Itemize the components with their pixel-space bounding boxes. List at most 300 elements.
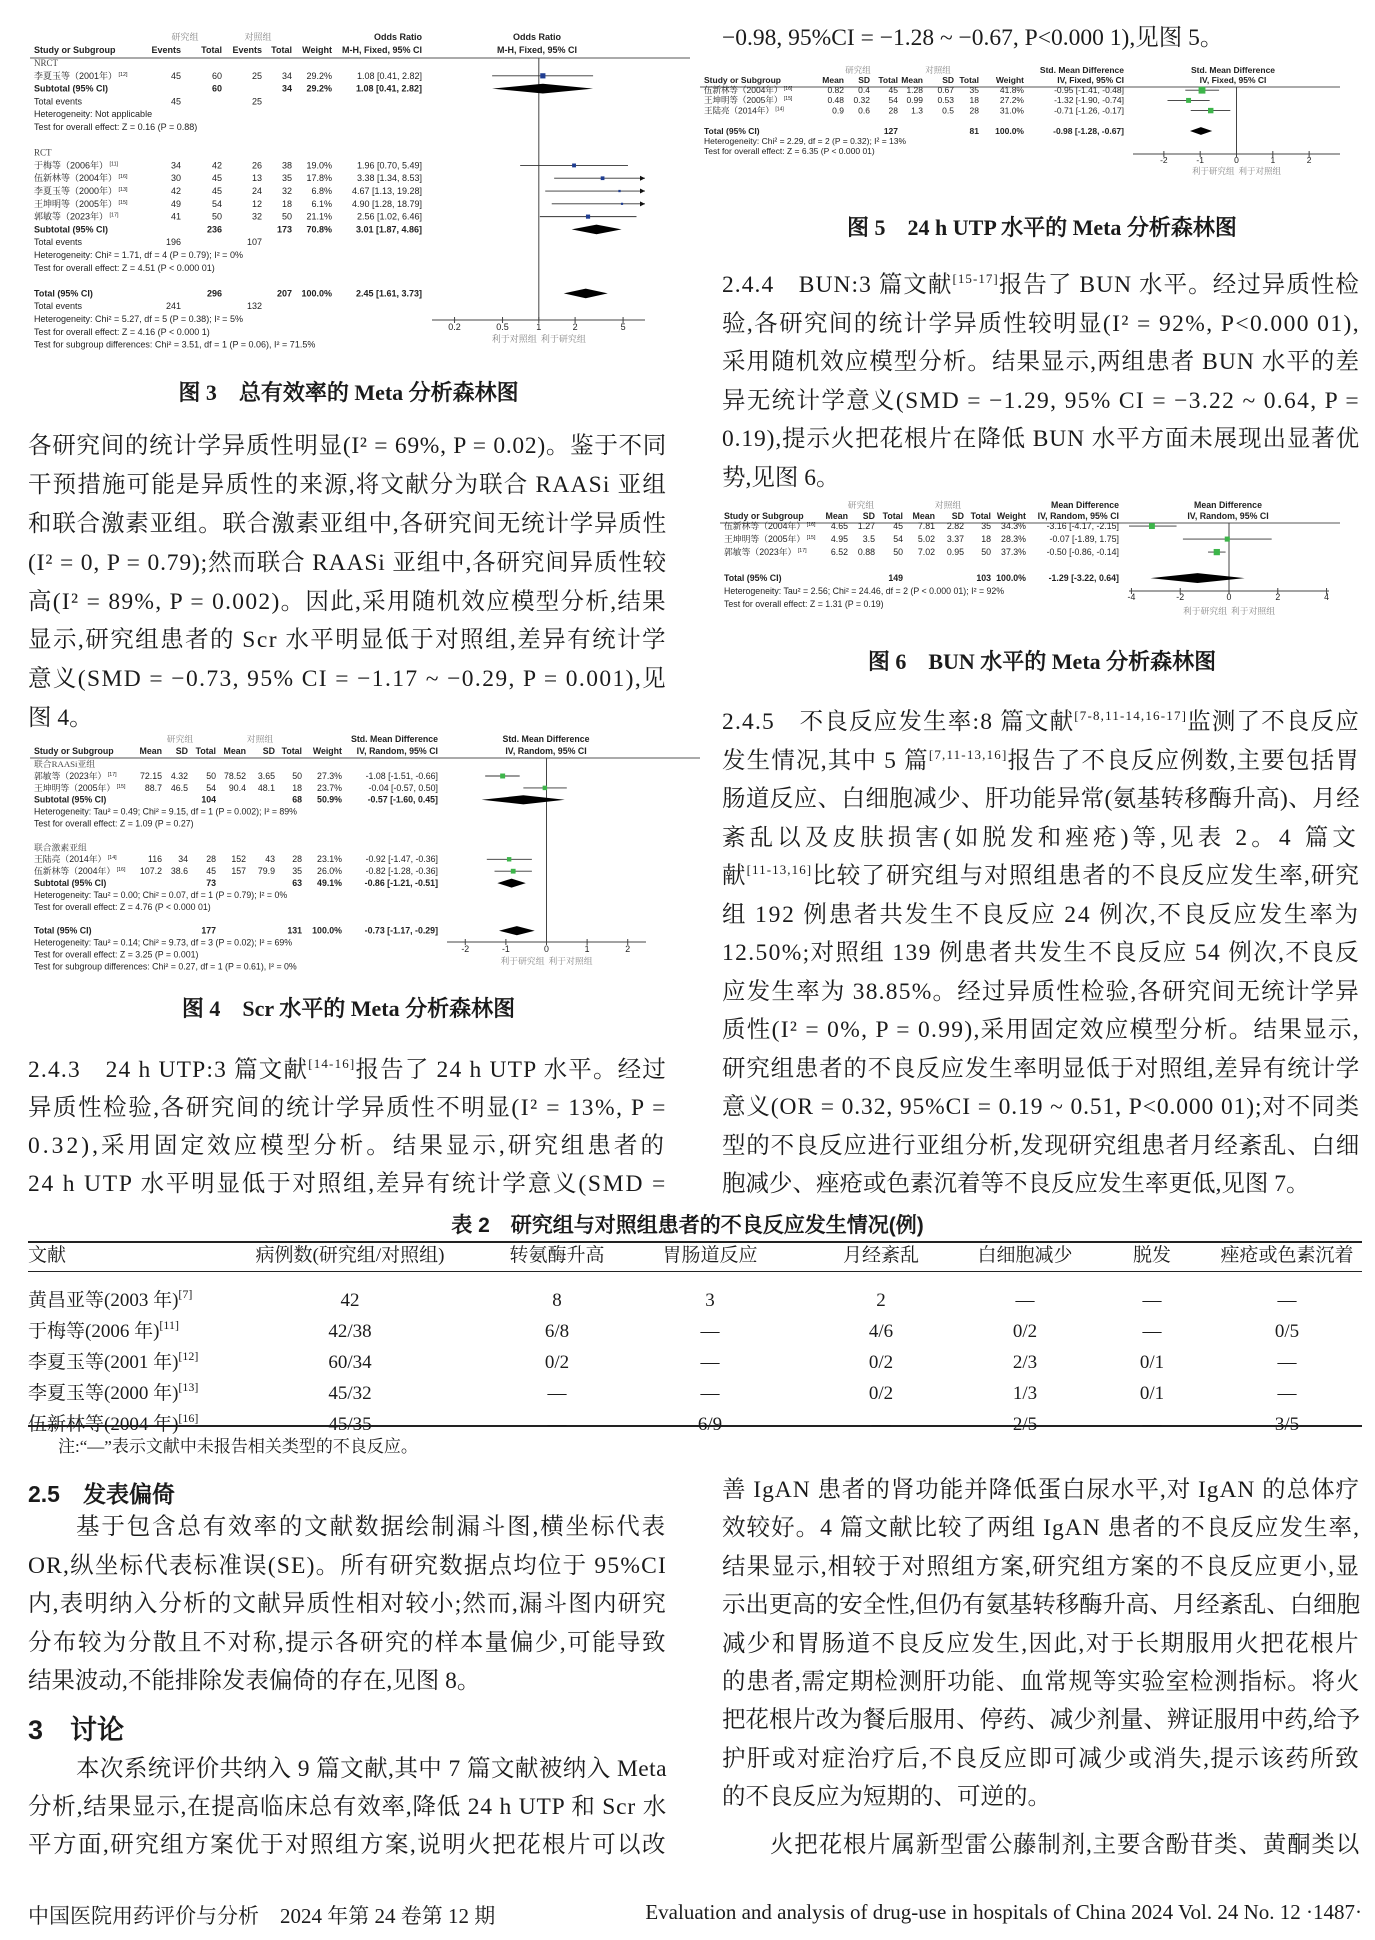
- text-line: 把花根片改为餐后服用、停药、减少剂量、辨证服用中药,给予: [722, 1707, 1360, 1734]
- row-label: Heterogeneity: Tau² = 0.49; Chi² = 9.15, df = 1 (P = 0.002); I² = 89%: [34, 806, 298, 817]
- text-line: 分布较为分散且不对称,提示各研究的样本量偏少,可能导致: [28, 1629, 667, 1656]
- favours-right-label: 利于对照组: [548, 956, 593, 966]
- citation-ref: [16]: [178, 1411, 199, 1425]
- axis-tick-label: -1: [1196, 155, 1204, 165]
- study-name: 郭敏等（2023年） [17]: [34, 211, 119, 222]
- citation-ref: [15]: [117, 199, 128, 206]
- row-value: 296: [206, 288, 222, 299]
- row-value: 149: [888, 573, 903, 583]
- group-header-study: 研究组: [847, 500, 875, 510]
- row-value: 196: [165, 237, 181, 248]
- row-value: 54: [893, 534, 903, 544]
- row-value: 6.1%: [311, 198, 332, 209]
- table-header-cell: 文献: [28, 1245, 67, 1266]
- axis-tick-label: 1: [1270, 155, 1276, 165]
- table-value-cell: 0/1: [1139, 1352, 1165, 1373]
- row-value: 18: [981, 534, 991, 544]
- row-value: 35: [292, 866, 302, 877]
- row-value: 100.0%: [312, 925, 342, 936]
- axis-tick-label: -2: [461, 944, 470, 954]
- table-value-cell: —: [1142, 1321, 1162, 1342]
- axis-tick-label: 0: [1226, 592, 1232, 602]
- row-value: 34.3%: [1001, 521, 1026, 531]
- axis-tick-label: 1: [536, 322, 542, 332]
- forest-plot-bun: [720, 495, 1340, 625]
- study-estimate-marker: [500, 774, 505, 779]
- pooled-estimate-diamond: [1190, 127, 1212, 135]
- row-value: 100.0%: [996, 573, 1026, 583]
- row-label: Heterogeneity: Tau² = 0.00; Chi² = 0.07, df = 1 (P = 0.79); I² = 0%: [34, 889, 288, 900]
- axis-tick-label: 5: [620, 322, 626, 332]
- citation-ref: [11-13,16]: [746, 862, 813, 877]
- study-name: 王陆亮（2014年） [14]: [704, 105, 784, 116]
- table-value-cell: 42/38: [328, 1321, 372, 1342]
- table-header-cell: 痤疮或色素沉着: [1220, 1245, 1354, 1266]
- study-name: 李夏玉等（2000年） [13]: [34, 186, 128, 196]
- paragraph-utp-continued: [722, 19, 1362, 57]
- section-2-4-4: [722, 266, 1362, 498]
- column-header: Total: [878, 75, 898, 85]
- column-header: Total: [959, 75, 979, 85]
- study-name: 王坤明等（2005年） [15]: [724, 534, 816, 544]
- row-label: Total (95% CI): [724, 573, 782, 583]
- column-header: SD: [175, 746, 188, 756]
- favours-right-label: 利于研究组: [540, 334, 586, 344]
- study-name: 郭敏等（2023年） [17]: [724, 547, 807, 557]
- subgroup-label: 联合激素亚组: [34, 842, 87, 853]
- citation-ref: [15-17]: [952, 271, 999, 286]
- axis-tick-label: 2: [1275, 592, 1281, 602]
- text-line: 2.4.3 24 h UTP:3 篇文献[14-16]报告了 24 h UTP 水平。经过: [28, 1056, 667, 1083]
- row-label: Subtotal (95% CI): [34, 878, 107, 888]
- group-header-control: 对照组: [244, 32, 272, 42]
- text-line: 研究组患者的不良反应发生率明显低于对照组,差异有统计学: [722, 1055, 1360, 1082]
- column-header: IV, Fixed, 95% CI: [1057, 75, 1124, 85]
- row-value: 28.3%: [1001, 534, 1026, 544]
- row-value: 4.65: [830, 521, 848, 531]
- study-estimate-marker: [1225, 537, 1230, 542]
- row-value: 50: [981, 547, 991, 557]
- column-header: Study or Subgroup: [704, 75, 781, 85]
- column-header: Events: [232, 45, 262, 55]
- study-estimate-marker: [1186, 98, 1191, 103]
- row-value: -0.57 [-1.60, 0.45]: [367, 794, 438, 805]
- forest-plot-24h-utp: [700, 60, 1340, 180]
- column-header: Mean: [901, 75, 923, 85]
- column-header: Mean: [822, 75, 844, 85]
- row-value: -0.50 [-0.86, -0.14]: [1046, 547, 1119, 557]
- row-value: 13: [251, 173, 262, 184]
- row-value: 45: [170, 70, 181, 81]
- table-value-cell: 4/6: [868, 1321, 894, 1342]
- table-value-cell: 0/5: [1274, 1321, 1300, 1342]
- row-value: 88.7: [144, 782, 162, 793]
- study-estimate-marker: [540, 73, 545, 78]
- study-name: 伍新林等（2004年） [16]: [724, 521, 816, 531]
- row-value: -0.86 [-1.21, -0.51]: [364, 878, 438, 888]
- study-estimate-marker: [586, 215, 590, 219]
- text-line: 善 IgAN 患者的肾功能并降低蛋白尿水平,对 IgAN 的总体疗: [722, 1477, 1360, 1503]
- forest-plot-svg: [720, 495, 1340, 625]
- text-line: 平方面,研究组方案优于对照组方案,说明火把花根片可以改: [28, 1832, 667, 1858]
- forest-plot-total-effective-rate: [30, 30, 690, 360]
- table-study-cell: 李夏玉等(2000 年)[13]: [28, 1380, 199, 1404]
- figure-3-caption: 图 3 总有效率的 Meta 分析森林图: [178, 380, 519, 405]
- row-value: 2.82: [946, 521, 964, 531]
- study-estimate-marker: [1208, 108, 1213, 113]
- subgroup-label: RCT: [34, 147, 52, 158]
- text-line: 高(I² = 89%, P = 0.002)。因此,采用随机效应模型分析,结果: [28, 588, 667, 615]
- pooled-estimate-diamond: [564, 289, 608, 299]
- row-value: -0.71 [-1.26, -0.17]: [1054, 105, 1124, 116]
- study-name: 李夏玉等（2001年） [12]: [34, 70, 128, 81]
- favours-left-label: 利于研究组: [500, 956, 545, 966]
- row-value: 7.02: [917, 547, 935, 557]
- row-value: 49.1%: [317, 878, 342, 888]
- study-estimate-marker: [621, 203, 623, 205]
- column-header: Total: [281, 746, 302, 756]
- row-value: 45: [170, 96, 181, 107]
- column-header: IV, Fixed, 95% CI: [1199, 75, 1267, 85]
- row-value: 0.5: [942, 105, 954, 116]
- row-value: 90.4: [228, 782, 246, 793]
- row-value: -0.82 [-1.28, -0.36]: [365, 866, 438, 877]
- row-value: 42: [170, 186, 181, 196]
- row-value: 12: [251, 198, 262, 209]
- row-value: 68: [292, 794, 302, 805]
- row-value: 0.99: [906, 95, 923, 106]
- row-value: 157: [231, 866, 246, 877]
- row-value: -0.98 [-1.28, -0.67]: [1053, 125, 1124, 136]
- row-value: 25: [251, 96, 262, 107]
- row-value: 3.37: [946, 534, 964, 544]
- row-value: 63: [292, 878, 302, 888]
- study-estimate-marker: [1214, 549, 1220, 555]
- row-value: 0.6: [858, 105, 870, 116]
- column-header: SD: [862, 511, 875, 521]
- row-value: 54: [206, 782, 216, 793]
- study-estimate-marker: [1149, 523, 1155, 529]
- table-value-cell: 0/1: [1139, 1383, 1165, 1404]
- row-value: 45: [211, 173, 222, 184]
- row-value: 30: [170, 173, 181, 184]
- citation-ref: [14]: [106, 855, 117, 862]
- text-line: 减少和胃肠道不良反应发生,因此,对于长期服用火把花根片: [722, 1630, 1360, 1657]
- row-value: 5.02: [917, 534, 935, 544]
- citation-ref: [15]: [782, 96, 793, 103]
- row-label: Total (95% CI): [34, 288, 93, 299]
- row-value: 73: [206, 878, 216, 888]
- study-name: 王坤明等（2005年） [15]: [704, 95, 793, 106]
- subgroup-label: NRCT: [34, 58, 59, 68]
- row-value: 54: [211, 198, 222, 209]
- column-header: Study or Subgroup: [34, 45, 116, 55]
- text-line: 各研究间的统计学异质性明显(I² = 69%, P = 0.02)。鉴于不同: [28, 433, 667, 459]
- discussion-paragraph-right-2: [722, 1826, 1362, 1864]
- citation-ref: [12]: [178, 1349, 199, 1363]
- axis-tick-label: 2: [572, 322, 578, 332]
- table-value-cell: —: [700, 1352, 720, 1373]
- text-line: 结果波动,不能排除发表偏倚的存在,见图 8。: [28, 1668, 481, 1694]
- text-line: 内,表明纳入分析的文献异质性相对较小;然而,漏斗图内研究: [28, 1591, 667, 1617]
- table-value-cell: 2/5: [1012, 1414, 1038, 1435]
- text-line: 的不良反应为短期的、可逆的。: [722, 1784, 1051, 1811]
- citation-ref: [17]: [796, 548, 807, 554]
- column-header: Mean: [825, 511, 848, 521]
- table-header-cell: 月经紊乱: [842, 1245, 919, 1266]
- axis-tick-label: 0: [544, 944, 549, 954]
- figure-5-caption: 图 5 24 h UTP 水平的 Meta 分析森林图: [847, 215, 1237, 240]
- pooled-estimate-diamond: [1150, 573, 1244, 583]
- row-value: 38.6: [170, 866, 188, 877]
- study-estimate-marker: [618, 190, 620, 192]
- row-value: 19.0%: [306, 160, 332, 171]
- ci-overflow-arrow: [640, 201, 645, 206]
- row-label: Heterogeneity: Tau² = 0.14; Chi² = 9.73, df = 3 (P = 0.02); I² = 69%: [34, 937, 293, 948]
- row-value: 81: [969, 125, 979, 136]
- effect-header: Std. Mean Difference: [1039, 65, 1124, 75]
- row-value: 70.8%: [306, 224, 332, 235]
- study-estimate-marker: [511, 869, 516, 874]
- column-header: IV, Random, 95% CI: [356, 746, 438, 756]
- table-value-cell: 8: [552, 1290, 562, 1311]
- text-line: 结果显示,相较于对照组方案,研究组方案的不良反应更小,显: [722, 1553, 1360, 1580]
- study-estimate-marker: [572, 163, 576, 167]
- column-header: M-H, Fixed, 95% CI: [496, 45, 578, 55]
- citation-ref: [16]: [805, 522, 816, 528]
- table-study-cell: 于梅等(2006 年)[11]: [28, 1318, 179, 1342]
- table-value-cell: —: [1142, 1414, 1162, 1435]
- row-value: 50: [893, 547, 903, 557]
- favours-right-label: 利于对照组: [1238, 166, 1282, 176]
- row-value: 18: [281, 198, 292, 209]
- row-value: -0.95 [-1.41, -0.48]: [1054, 85, 1124, 95]
- axis-tick-label: 2: [625, 944, 631, 954]
- text-line: (I² = 0, P = 0.79);然而联合 RAASi 亚组中,各研究间异质性较: [28, 549, 667, 576]
- citation-ref: [13]: [117, 187, 128, 193]
- text-line: 紊乱以及皮肤损害(如脱发和痤疮)等,见表 2。4 篇文: [722, 824, 1360, 851]
- table-value-cell: 2: [876, 1290, 886, 1311]
- row-label: Test for overall effect: Z = 1.31 (P = 0.19): [724, 599, 884, 609]
- column-header: Total: [882, 511, 903, 521]
- row-value: -0.73 [-1.17, -0.29]: [364, 925, 438, 936]
- citation-ref: [11]: [108, 161, 119, 168]
- column-header: IV, Random, 95% CI: [1187, 511, 1269, 521]
- table-value-cell: —: [1277, 1383, 1297, 1404]
- axis-tick-label: 4: [1324, 592, 1330, 602]
- row-value: 28: [888, 105, 898, 116]
- citation-ref: [14-16]: [308, 1056, 356, 1071]
- table-value-cell: —: [871, 1414, 891, 1435]
- table-value-cell: 0/2: [544, 1352, 570, 1373]
- row-value: 28: [206, 854, 216, 865]
- plot-header: Std. Mean Difference: [502, 734, 590, 744]
- text-line: 效较好。4 篇文献比较了两组 IgAN 患者的不良反应发生率,: [722, 1515, 1360, 1542]
- row-label: Total events: [34, 96, 83, 107]
- row-value: 50: [292, 770, 302, 781]
- row-value: 3.01 [1.87, 4.86]: [355, 224, 422, 235]
- row-value: 1.3: [911, 105, 923, 116]
- text-line: 2.4.4 BUN:3 篇文献[15-17]报告了 BUN 水平。经过异质性检: [722, 271, 1360, 298]
- row-label: Test for overall effect: Z = 6.35 (P < 0.000 01): [704, 146, 875, 157]
- row-value: 46.5: [170, 782, 188, 793]
- row-value: 34: [178, 854, 188, 865]
- text-line: 采用随机效应模型分析。结果显示,两组患者 BUN 水平的差: [722, 349, 1360, 376]
- study-name: 伍新林等（2004年） [16]: [34, 173, 128, 184]
- text-line: 胞减少、痤疮或色素沉着等不良反应发生率更低,见图 7。: [722, 1171, 1310, 1197]
- text-line: 2.4.5 不良反应发生率:8 篇文献[7-8,11-14,16-17]监测了不良反应: [722, 708, 1361, 735]
- group-header-control: 对照组: [934, 500, 962, 510]
- row-value: 127: [883, 125, 898, 136]
- axis-tick-label: 0: [1234, 155, 1239, 165]
- row-value: 4.32: [170, 770, 188, 781]
- table-header-rule: [28, 1271, 1362, 1272]
- forest-plot-svg: [700, 60, 1340, 180]
- row-value: 24: [251, 186, 262, 196]
- adverse-reactions-table: [28, 1241, 1362, 1435]
- forest-plot-svg: [30, 725, 700, 985]
- axis-tick-label: -4: [1127, 592, 1136, 602]
- row-label: Test for overall effect: Z = 3.25 (P = 0.001): [34, 949, 199, 960]
- figure-4-caption: 图 4 Scr 水平的 Meta 分析森林图: [181, 996, 516, 1021]
- row-value: 25: [251, 70, 262, 81]
- row-value: 28: [292, 854, 302, 865]
- row-value: -3.16 [-4.17, -2.15]: [1046, 521, 1119, 531]
- text-line: 质性(I² = 0%, P = 0.99),采用固定效应模型分析。结果显示,: [722, 1017, 1360, 1043]
- table-value-cell: 45/32: [328, 1383, 372, 1404]
- text-line: 异质性检验,各研究间的统计学异质性不明显(I² = 13%, P =: [28, 1095, 667, 1121]
- text-line: 分析,结果显示,在提高临床总有效率,降低 24 h UTP 和 Scr 水: [28, 1794, 667, 1820]
- column-header: Total: [970, 511, 991, 521]
- row-label: Test for overall effect: Z = 4.51 (P < 0.000 01): [34, 262, 215, 273]
- row-value: 3.5: [862, 534, 875, 544]
- text-line: 护肝或对症治疗后,不良反应即可减少或消失,提示该药所致: [722, 1745, 1360, 1772]
- study-name: 郭敏等（2023年） [17]: [34, 770, 117, 781]
- study-name: 于梅等（2006年） [11]: [34, 160, 119, 171]
- section-2-5-body: [28, 1508, 669, 1701]
- row-value: 29.2%: [306, 70, 332, 81]
- row-value: 34: [281, 70, 292, 81]
- row-value: 31.0%: [999, 105, 1024, 116]
- row-value: 79.9: [257, 866, 275, 877]
- axis-tick-label: 0.2: [448, 322, 461, 332]
- row-label: Heterogeneity: Tau² = 2.56; Chi² = 24.46, df = 2 (P < 0.000 01); I² = 92%: [724, 586, 1005, 596]
- row-value: -0.07 [-1.89, 1.75]: [1049, 534, 1119, 544]
- table-value-cell: 0/2: [868, 1383, 894, 1404]
- row-label: Total events: [34, 301, 83, 312]
- column-header: Weight: [302, 45, 332, 55]
- pooled-estimate-diamond: [499, 926, 535, 935]
- text-line: 干预措施可能是异质性的来源,将文献分为联合 RAASi 亚组: [28, 471, 667, 498]
- row-value: 1.08 [0.41, 2.82]: [355, 83, 422, 94]
- row-value: 50.9%: [317, 794, 342, 805]
- group-header-study: 研究组: [166, 734, 194, 744]
- row-label: Heterogeneity: Chi² = 2.29, df = 2 (P = 0.32); I² = 13%: [704, 136, 907, 146]
- row-label: Test for subgroup differences: Chi² = 3.51, df = 1 (P = 0.06), I² = 71.5%: [34, 339, 316, 350]
- row-label: Total (95% CI): [704, 125, 760, 136]
- text-line: 24 h UTP 水平明显低于对照组,差异有统计学意义(SMD =: [28, 1171, 667, 1197]
- row-value: 28: [969, 105, 979, 116]
- text-line: 献[11-13,16]比较了研究组与对照组患者的不良反应发生率,研究: [722, 862, 1361, 889]
- study-estimate-marker: [507, 857, 511, 861]
- text-line: 本次系统评价共纳入 9 篇文献,其中 7 篇文献被纳入 Meta: [76, 1756, 667, 1782]
- citation-ref: [15]: [115, 783, 126, 790]
- favours-left-label: 利于研究组: [1183, 606, 1227, 616]
- citation-ref: [15]: [805, 535, 816, 541]
- favours-right-label: 利于对照组: [1231, 606, 1275, 616]
- row-value: 41: [170, 211, 181, 222]
- citation-ref: [7,11-13,16]: [928, 746, 1008, 762]
- column-header: SD: [951, 511, 964, 521]
- row-value: 35: [969, 85, 979, 95]
- row-value: 2.45 [1.61, 3.73]: [355, 288, 422, 299]
- column-header: Mean: [139, 746, 162, 756]
- table-header-cell: 病例数(研究组/对照组): [255, 1245, 445, 1266]
- row-value: 45: [893, 521, 903, 531]
- column-header: Mean: [912, 511, 935, 521]
- row-value: 54: [888, 95, 898, 106]
- row-value: 50: [281, 211, 292, 222]
- text-line: 意义(OR = 0.32, 95%CI = 0.19 ~ 0.51, P<0.000 01);对不同类: [722, 1094, 1360, 1120]
- row-value: 45: [888, 85, 898, 95]
- citation-ref: [16]: [782, 86, 793, 92]
- row-value: 0.9: [832, 105, 844, 116]
- row-value: 107: [246, 237, 262, 248]
- row-value: 173: [276, 224, 292, 235]
- row-value: 42: [211, 160, 222, 171]
- row-label: Subtotal (95% CI): [34, 83, 109, 94]
- text-line: 意义(SMD = −0.73, 95% CI = −1.17 ~ −0.29, P = 0.001),见: [28, 666, 667, 693]
- favours-left-label: 利于对照组: [491, 334, 537, 344]
- table-study-cell: 黄昌亚等(2003 年)[7]: [28, 1287, 193, 1311]
- text-line: 势,见图 6。: [722, 464, 840, 491]
- row-label: Test for subgroup differences: Chi² = 0.27, df = 1 (P = 0.61), I² = 0%: [34, 961, 297, 972]
- row-label: Total events: [34, 237, 83, 248]
- table-study-cell: 李夏玉等(2001 年)[12]: [28, 1349, 199, 1373]
- row-value: 2.56 [1.02, 6.46]: [356, 211, 422, 222]
- text-line: 0.32),采用固定效应模型分析。结果显示,研究组患者的: [28, 1133, 667, 1159]
- row-value: 0.53: [937, 95, 954, 106]
- table-2-title: 表 2 研究组与对照组患者的不良反应发生情况(例): [451, 1214, 924, 1237]
- row-label: Test for overall effect: Z = 1.09 (P = 0.27): [34, 818, 194, 829]
- row-value: 34: [170, 160, 181, 171]
- ci-overflow-arrow: [640, 176, 645, 181]
- row-value: 32: [281, 186, 292, 196]
- study-name: 王坤明等（2005年） [15]: [34, 782, 126, 793]
- section-2-4-5: [722, 703, 1362, 1204]
- row-value: 6.52: [830, 547, 848, 557]
- row-value: 26: [251, 160, 262, 171]
- citation-ref: [7]: [178, 1287, 193, 1301]
- study-name: 王陆亮（2014年） [14]: [34, 854, 117, 865]
- column-header: Weight: [312, 746, 342, 756]
- citation-ref: [17]: [108, 212, 119, 219]
- table-value-cell: —: [700, 1321, 720, 1342]
- pooled-estimate-diamond: [497, 879, 525, 888]
- table-value-cell: —: [1142, 1290, 1162, 1311]
- row-label: Test for overall effect: Z = 4.16 (P < 0.000 1): [34, 326, 210, 337]
- row-value: 26.0%: [317, 866, 342, 877]
- row-label: Heterogeneity: Chi² = 1.71, df = 4 (P = 0.79); I² = 0%: [34, 250, 243, 260]
- citation-ref: [16]: [115, 867, 126, 874]
- text-line: 肠道反应、白细胞减少、肝功能异常(氨基转移酶升高)、月经: [722, 786, 1360, 812]
- row-value: 4.67 [1.13, 19.28]: [351, 186, 422, 196]
- column-header: Total: [271, 45, 292, 55]
- section-2-4-3: [28, 1051, 669, 1203]
- row-value: 50: [206, 770, 216, 781]
- discussion-paragraph-left: [28, 1750, 669, 1864]
- text-line: −0.98, 95%CI = −1.28 ~ −0.67, P<0.000 1),见图 5。: [722, 25, 1224, 51]
